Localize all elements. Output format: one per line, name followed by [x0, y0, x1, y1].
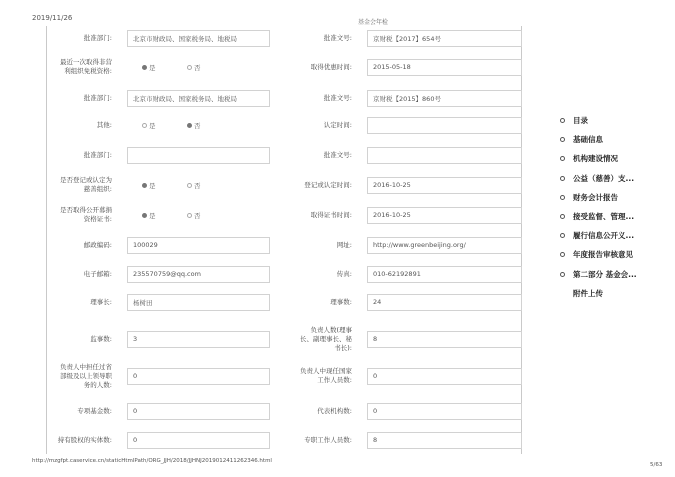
field-label: 负责人中担任过省 部级及以上领导职 务的人数:: [60, 362, 112, 389]
field-input[interactable]: [127, 147, 270, 164]
page-number: 5/63: [650, 462, 663, 468]
radio-dot-icon: [142, 65, 147, 70]
page-title: 基金会年检: [358, 19, 389, 26]
toc-item[interactable]: 公益（慈善）支...: [560, 169, 670, 188]
field-label: 是否取得公开募捐 资格证书:: [60, 206, 112, 223]
field-label: 专项基金数:: [77, 406, 112, 415]
toc-item[interactable]: 附件上传: [560, 284, 670, 303]
field-label: 是否登记或认定为 慈善组织:: [60, 176, 112, 193]
field-input[interactable]: 2015-05-18: [367, 59, 522, 76]
field-input[interactable]: 北京市财政局、国家税务局、地税局: [127, 30, 270, 47]
toc-item[interactable]: 履行信息公开义...: [560, 226, 670, 245]
toc-item[interactable]: 机构建设情况: [560, 149, 670, 168]
field-input[interactable]: 235570759@qq.com: [127, 266, 270, 283]
field-input[interactable]: 北京市财政局、国家税务局、地税局: [127, 90, 270, 107]
field-input[interactable]: http://www.greenbeijing.org/: [367, 237, 522, 254]
circle-bullet-icon: [560, 195, 565, 200]
field-label: 取得优惠时间:: [310, 62, 352, 71]
field-input[interactable]: 100029: [127, 237, 270, 254]
circle-bullet-icon: [560, 156, 565, 161]
field-input[interactable]: 8: [367, 432, 522, 449]
field-label: 理事数:: [330, 297, 352, 306]
field-label: 批准文号:: [323, 93, 352, 102]
radio-option-yes[interactable]: 是: [142, 121, 156, 130]
circle-bullet-icon: [560, 291, 565, 296]
radio-dot-icon: [187, 213, 192, 218]
field-input[interactable]: 3: [127, 331, 270, 348]
field-input[interactable]: 24: [367, 294, 522, 311]
field-label: 持有股权的实体数:: [57, 435, 112, 444]
field-label: 专职工作人员数:: [304, 435, 352, 444]
circle-bullet-icon: [560, 176, 565, 181]
toc-item[interactable]: 年度报告审核意见: [560, 245, 670, 264]
field-label: 邮政编码:: [83, 240, 112, 249]
field-input[interactable]: 010-62192891: [367, 266, 522, 283]
field-input[interactable]: 2016-10-25: [367, 177, 522, 194]
print-date: 2019/11/26: [32, 14, 73, 22]
toc-item[interactable]: 目录: [560, 111, 670, 130]
radio-option-yes[interactable]: 是: [142, 63, 156, 72]
field-label: 电子邮箱:: [83, 269, 112, 278]
field-label: 代表机构数:: [317, 406, 352, 415]
radio-dot-icon: [187, 123, 192, 128]
radio-option-yes[interactable]: 是: [142, 181, 156, 190]
radio-option-no[interactable]: 否: [187, 121, 201, 130]
field-label: 取得证书时间:: [310, 210, 352, 219]
field-input[interactable]: 杨树田: [127, 294, 270, 311]
field-input[interactable]: 2016-10-25: [367, 207, 522, 224]
radio-dot-icon: [187, 183, 192, 188]
radio-option-no[interactable]: 否: [187, 211, 201, 220]
circle-bullet-icon: [560, 137, 565, 142]
field-label: 批准部门:: [83, 33, 112, 42]
circle-bullet-icon: [560, 252, 565, 257]
field-label: 批准文号:: [323, 33, 352, 42]
field-label: 最近一次取得非营 利组织免税资格:: [60, 58, 112, 75]
field-label: 负责人数(理事 长、副理事长、秘 书长):: [300, 325, 352, 352]
radio-option-no[interactable]: 否: [187, 63, 201, 72]
field-input[interactable]: 0: [367, 403, 522, 420]
field-label: 监事数:: [90, 334, 112, 343]
toc-item[interactable]: 接受监督、管理...: [560, 207, 670, 226]
circle-bullet-icon: [560, 214, 565, 219]
field-input[interactable]: [367, 147, 522, 164]
radio-dot-icon: [142, 183, 147, 188]
field-label: 登记或认定时间:: [304, 180, 352, 189]
field-label: 理事长:: [90, 297, 112, 306]
field-input[interactable]: 京财税【2015】860号: [367, 90, 522, 107]
field-input[interactable]: 0: [367, 368, 522, 385]
field-input[interactable]: 京财税【2017】654号: [367, 30, 522, 47]
field-label: 认定时间:: [323, 120, 352, 129]
radio-dot-icon: [142, 213, 147, 218]
field-label: 传真:: [336, 269, 352, 278]
field-label: 批准部门:: [83, 150, 112, 159]
circle-bullet-icon: [560, 272, 565, 277]
field-input[interactable]: 0: [127, 403, 270, 420]
annual-inspection-form: [46, 26, 522, 454]
radio-dot-icon: [142, 123, 147, 128]
field-label: 其他:: [96, 120, 112, 129]
field-label: 批准文号:: [323, 150, 352, 159]
field-input[interactable]: 0: [127, 432, 270, 449]
radio-dot-icon: [187, 65, 192, 70]
field-label: 负责人中现任国家 工作人员数:: [300, 367, 352, 384]
toc-item[interactable]: 第二部分 基金会...: [560, 265, 670, 284]
field-label: 网址:: [336, 240, 352, 249]
circle-bullet-icon: [560, 233, 565, 238]
field-input[interactable]: 0: [127, 368, 270, 385]
toc-item[interactable]: 基础信息: [560, 130, 670, 149]
radio-option-no[interactable]: 否: [187, 181, 201, 190]
toc-item[interactable]: 财务会计报告: [560, 188, 670, 207]
toc-navigation: [560, 111, 670, 303]
radio-option-yes[interactable]: 是: [142, 211, 156, 220]
field-input[interactable]: [367, 117, 522, 134]
circle-bullet-icon: [560, 118, 565, 123]
footer-url: http://mzgfpt.caservice.cn/staticHtmlPath/ORG_JJH/2018/JJHNJ2019012411262346.html: [32, 458, 272, 464]
field-label: 批准部门:: [83, 93, 112, 102]
field-input[interactable]: 8: [367, 331, 522, 348]
